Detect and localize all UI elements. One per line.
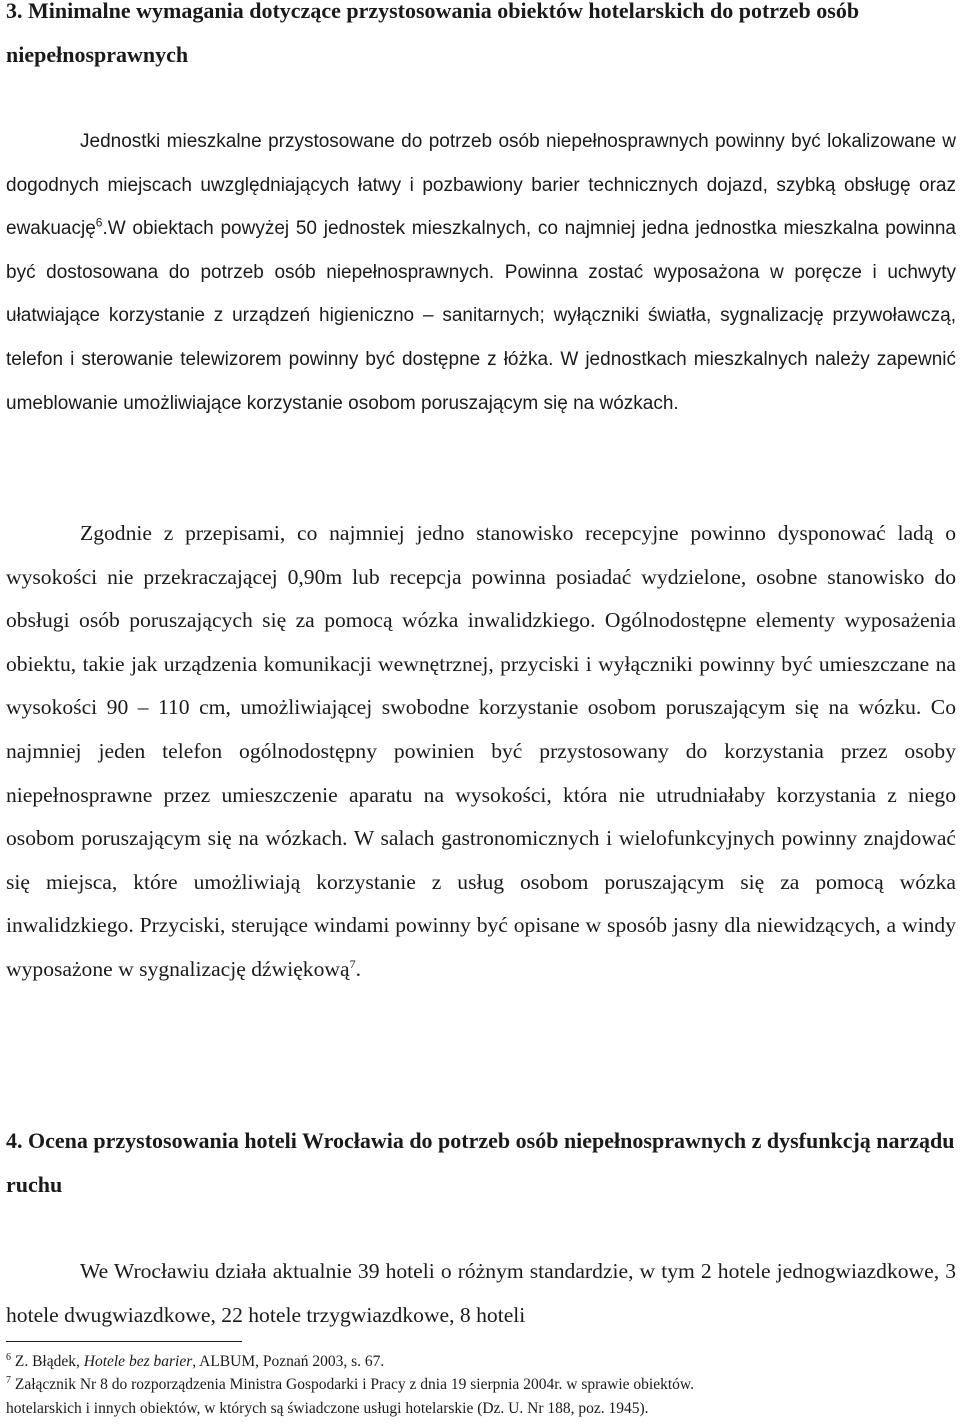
footnote-7-number: 7 — [6, 1374, 11, 1386]
footnote-6 — [6, 1351, 956, 1373]
section-4-heading: 4. Ocena przystosowania hoteli Wrocławia do potrzeb osób niepełnosprawnych z dysfunkcją narządu ruchu — [6, 1128, 955, 1197]
footnote-ref-7: 7 — [349, 956, 356, 971]
section-3-paragraph-1-text-a: Jednostki mieszkalne przystosowane do potrzeb osób niepełnosprawnych powinny być lokalizowane w dogodnych miejscach uwzględniających łatwy i pozbawiony barier technicznych dojazd, szybką obsługę oraz ewakuację — [6, 131, 956, 240]
section-3-heading: 3. Minimalne wymagania dotyczące przystosowania obiektów hotelarskich do potrzeb osób niepełnosprawnych — [6, 0, 860, 67]
footnote-6-details: , ALBUM, Poznań 2003, s. 67. — [192, 1353, 385, 1370]
section-3-paragraph-2-end: . — [355, 956, 361, 981]
footnote-7 — [6, 1374, 956, 1396]
footnote-7-continuation: hotelarskich i innych obiektów, w których są świadczone usługi hotelarskie (Dz. U. Nr 188, poz. 1945). — [6, 1400, 649, 1417]
section-3-paragraph-1 — [6, 120, 956, 425]
section-3-paragraph-1-text-b: .W obiektach powyżej 50 jednostek mieszkalnych, co najmniej jedna jednostka mieszkalna powinna być dostosowana do potrzeb osób niepełnosprawnych. Powinna zostać wyposażona w poręcze i uchwyty ułatwiające korzystanie z urządzeń higieniczno – sanitarnych; wyłączniki światła, sygnalizację przywoławczą, telefon i sterowanie telewizorem powinny być dostępne z łóżka. W jednostkach mieszkalnych należy zapewnić umeblowanie umożliwiające korzystanie osobom poruszającym się na wózkach. — [6, 218, 956, 414]
footnote-6-author: Z. Błądek, — [14, 1353, 84, 1370]
footnote-6-title: Hotele bez barier — [83, 1353, 193, 1370]
footnote-separator — [6, 1341, 242, 1342]
section-4-paragraph-1-text: We Wrocławiu działa aktualnie 39 hoteli o różnym standardzie, w tym 2 hotele jednogwiazdkowe, 3 hotele dwugwiazdkowe, 22 hotele trzygwiazdkowe, 8 hoteli — [6, 1259, 956, 1327]
footnote-ref-6: 6 — [95, 215, 103, 230]
section-4-paragraph-1 — [6, 1250, 956, 1337]
section-3-paragraph-2 — [6, 512, 956, 992]
footnote-6-number: 6 — [6, 1351, 11, 1363]
section-3-paragraph-2-text: Zgodnie z przepisami, co najmniej jedno stanowisko recepcyjne powinno dysponować ladą o wysokości nie przekraczającej 0,90m lub recepcja powinna posiadać wydzielone, osobne stanowisko do obsługi osób poruszających się za pomocą wózka inwalidzkiego. Ogólnodostępne elementy wyposażenia obiektu, takie jak urządzenia komunikacji wewnętrznej, przyciski i wyłączniki powinny być umieszczane na wysokości 90 – 110 cm, umożliwiającej swobodne korzystanie osobom poruszającym się na wózku. Co najmniej jeden telefon ogólnodostępny powinien być przystosowany do korzystania przez osoby niepełnosprawne przez umieszczenie aparatu na wysokości, która nie utrudniałaby korzystania z niego osobom poruszającym się na wózkach. W salach gastronomicznych i wielofunkcyjnych powinny znajdować się miejsca, które umożliwiają korzystanie z usług osobom poruszającym się za pomocą wózka inwalidzkiego. Przyciski, sterujące windami powinny być opisane w sposób jasny dla niewidzących, a windy wyposażone w sygnalizację dźwiękową — [6, 521, 956, 981]
footnote-7-text: Załącznik Nr 8 do rozporządzenia Ministra Gospodarki i Pracy z dnia 19 sierpnia 2004r. w sprawie obiektów. — [14, 1376, 694, 1393]
